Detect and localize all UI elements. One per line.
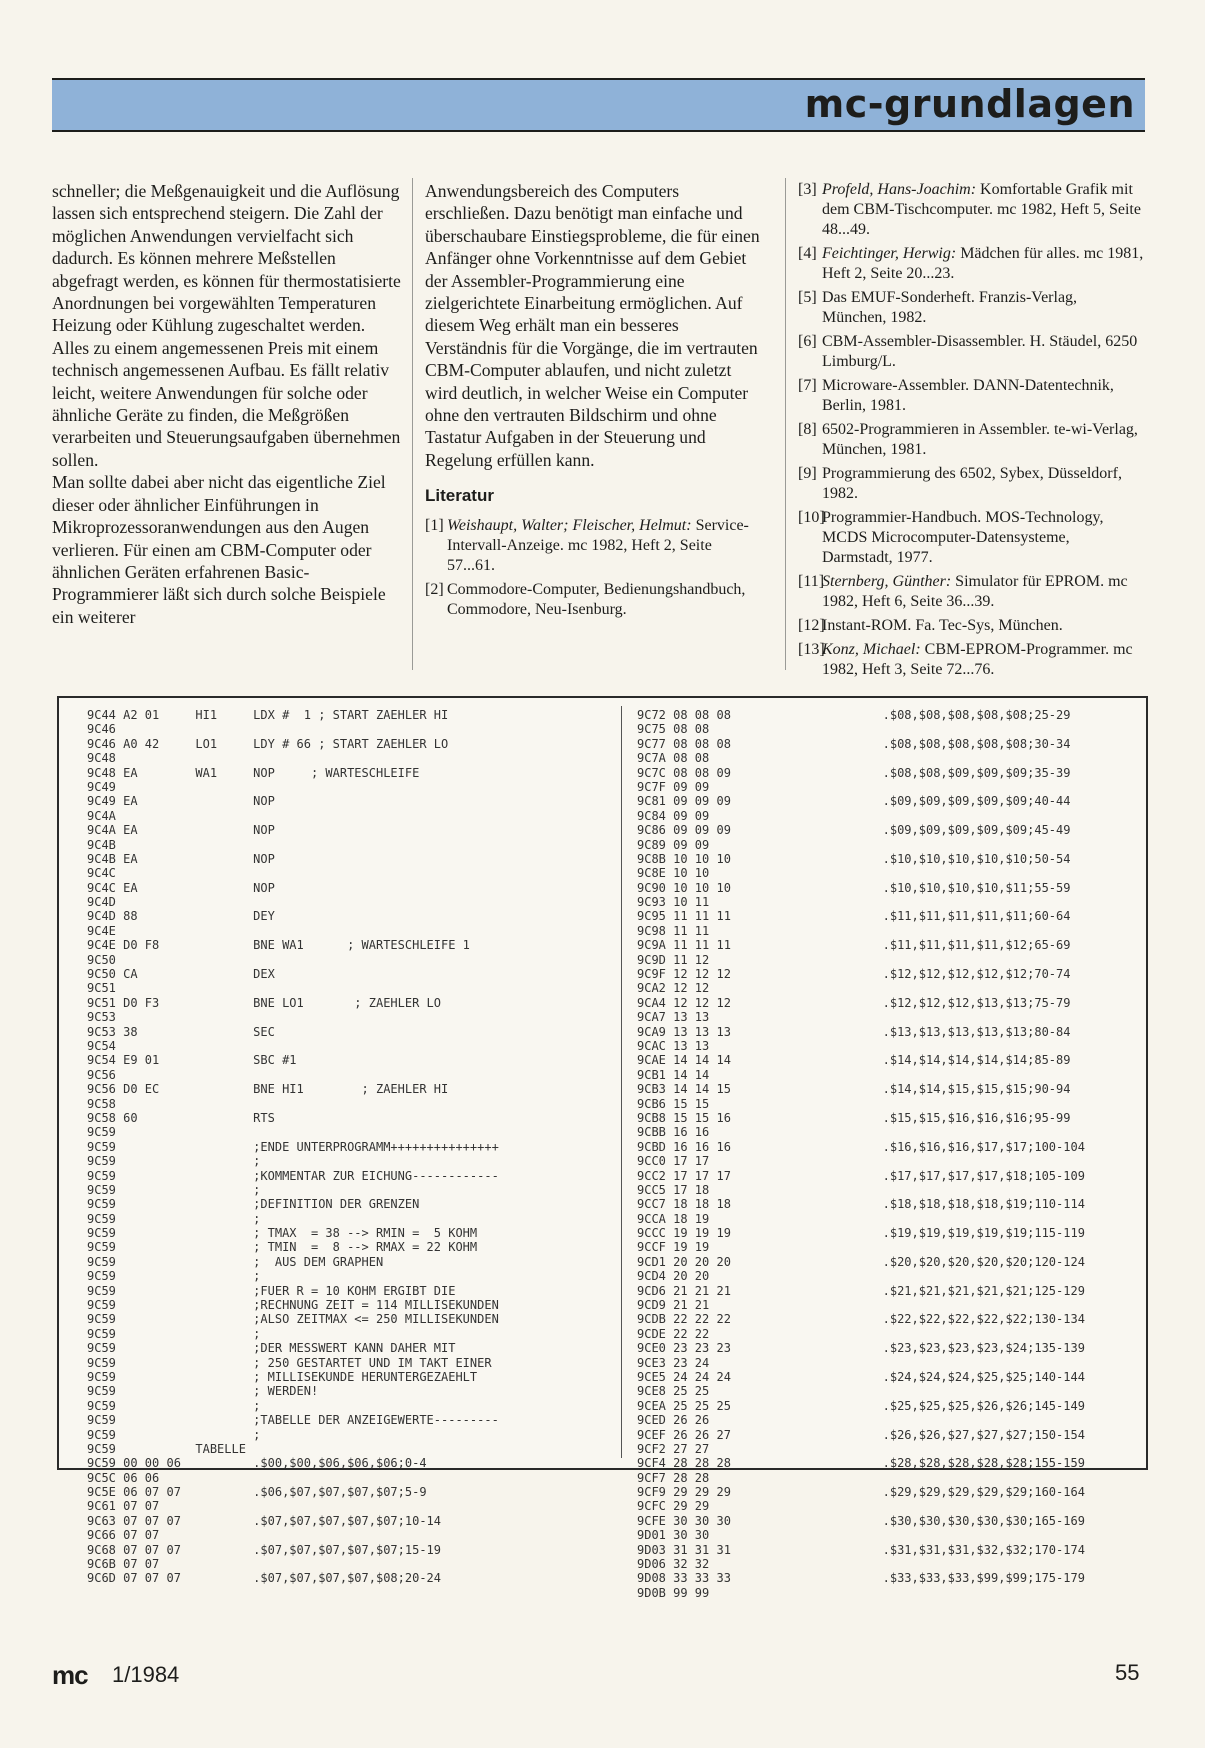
reference-body: Mädchen für alles. mc 1981, Heft 2, Seite 20...23. [822, 245, 1144, 282]
reference-author: Konz, Michael: [822, 641, 921, 658]
code-line: 9C53 [87, 1010, 116, 1025]
code-line: 9C7A 08 08 [637, 751, 710, 766]
code-line: 9C51 D0 F3 BNE LO1 ; ZAEHLER LO [87, 995, 442, 1010]
listing-right-column [637, 708, 1085, 1600]
code-line: 9C6B 07 07 [87, 1557, 160, 1572]
reference-text [822, 420, 1144, 460]
code-line: 9C59 ; TMIN = 8 --> RMAX = 22 KOHM [87, 1240, 478, 1255]
code-line: 9C89 09 09 [637, 837, 710, 852]
code-line: 9CC0 17 17 [637, 1154, 710, 1169]
reference-item [798, 572, 1144, 612]
code-line: 9C59 ; AUS DEM GRAPHEN [87, 1254, 384, 1269]
code-line: 9C77 08 08 08 .$08,$08,$08,$08,$08;30-34 [637, 736, 1071, 751]
code-line: 9CB8 15 15 16 .$15,$15,$16,$16,$16;95-99 [637, 1110, 1071, 1125]
reference-number: [9] [798, 465, 817, 482]
reference-item [798, 420, 1144, 460]
code-line: 9CE8 25 25 [637, 1384, 710, 1399]
code-line: 9CE5 24 24 24 .$24,$24,$24,$25,$25;140-144 [637, 1369, 1085, 1384]
code-line: 9C59 ; [87, 1269, 261, 1284]
code-line: 9C58 60 RTS [87, 1110, 275, 1125]
reference-text [822, 572, 1144, 612]
reference-number: [7] [798, 377, 817, 394]
code-line: 9C58 [87, 1096, 116, 1111]
code-line: 9CBD 16 16 16 .$16,$16,$16,$17,$17;100-104 [637, 1139, 1085, 1154]
code-line: 9C59 ;RECHNUNG ZEIT = 114 MILLISEKUNDEN [87, 1298, 499, 1313]
magazine-logo: mc [52, 1660, 88, 1690]
code-line: 9CF2 27 27 [637, 1441, 710, 1456]
code-line: 9C59 ; [87, 1427, 261, 1442]
code-line: 9CCC 19 19 19 .$19,$19,$19,$19,$19;115-119 [637, 1226, 1085, 1241]
code-line: 9C50 [87, 952, 116, 967]
code-line: 9D06 32 32 [637, 1557, 710, 1572]
code-line: 9D03 31 31 31 .$31,$31,$31,$32,$32;170-174 [637, 1542, 1085, 1557]
reference-body: 6502-Programmieren in Assembler. te-wi-Verlag, München, 1981. [822, 421, 1138, 458]
code-line: 9C4A [87, 808, 116, 823]
reference-item [798, 640, 1144, 680]
code-line: 9D0B 99 99 [637, 1585, 710, 1600]
reference-body: Microware-Assembler. DANN-Datentechnik, Berlin, 1981. [822, 377, 1114, 414]
reference-list [425, 516, 760, 620]
code-line: 9C59 ; 250 GESTARTET UND IM TAKT EINER [87, 1355, 492, 1370]
code-line: 9CDE 22 22 [637, 1326, 710, 1341]
code-line: 9C61 07 07 [87, 1499, 160, 1514]
code-line: 9CB6 15 15 [637, 1096, 710, 1111]
code-line: 9C75 08 08 [637, 722, 710, 737]
code-line: 9CC2 17 17 17 .$17,$17,$17,$17,$18;105-109 [637, 1168, 1085, 1183]
code-line: 9C59 TABELLE [87, 1441, 246, 1456]
code-line: 9C72 08 08 08 .$08,$08,$08,$08,$08;25-29 [637, 708, 1071, 722]
code-line: 9C95 11 11 11 .$11,$11,$11,$11,$11;60-64 [637, 909, 1071, 924]
code-line: 9C4D 88 DEY [87, 909, 275, 924]
code-line: 9C46 [87, 722, 116, 737]
code-line: 9C7F 09 09 [637, 779, 710, 794]
code-line: 9C9D 11 12 [637, 952, 710, 967]
code-line: 9C4D [87, 895, 116, 910]
code-line: 9C98 11 11 [637, 923, 710, 938]
code-line: 9CD1 20 20 20 .$20,$20,$20,$20,$20;120-124 [637, 1254, 1085, 1269]
reference-text [822, 244, 1144, 284]
listing-left-column [87, 708, 499, 1586]
code-line: 9CA2 12 12 [637, 981, 710, 996]
code-line: 9C59 00 00 06 .$00,$00,$06,$06,$06;0-4 [87, 1456, 427, 1471]
code-line: 9C46 A0 42 LO1 LDY # 66 ; START ZAEHLER LO [87, 736, 449, 751]
code-line: 9C59 ; TMAX = 38 --> RMIN = 5 KOHM [87, 1226, 478, 1241]
code-line: 9C54 E9 01 SBC #1 [87, 1053, 297, 1068]
reference-item [798, 376, 1144, 416]
code-line: 9C59 ; WERDEN! [87, 1384, 319, 1399]
code-line: 9CE3 23 24 [637, 1355, 710, 1370]
reference-number: [2] [425, 580, 444, 598]
reference-number: [10] [798, 509, 825, 526]
reference-body: Service-Intervall-Anzeige. mc 1982, Heft 2, Seite 57...61. [447, 516, 749, 574]
code-line: 9D01 30 30 [637, 1528, 710, 1543]
reference-item [798, 332, 1144, 372]
body-paragraph: schneller; die Meßgenauigkeit und die Auflösung lassen sich entsprechend steigern. Die Zahl der möglichen Anwendungen vervielfacht sich dadurch. Es können mehrere Meßstellen abgefragt werden, es können für thermostatisierte Anordnungen bei vorgewählten Temperaturen Heizung oder Kühlung zugeschaltet werden. Alles zu einem angemessenen Preis mit einem technisch angemessenen Aufbau. Es fällt relativ leicht, weitere Anwendungen für solche oder ähnliche Geräte zu finden, die Meßgrößen verarbeiten und Steuerungsaufgaben übernehmen sollen. [52, 181, 401, 470]
code-line: 9CEF 26 26 27 .$26,$26,$27,$27,$27;150-154 [637, 1427, 1085, 1442]
reference-body: Programmier-Handbuch. MOS-Technology, MCDS Microcomputer-Datensysteme, Darmstadt, 1977. [822, 509, 1104, 566]
reference-number: [8] [798, 421, 817, 438]
reference-number: [11] [798, 573, 825, 590]
code-line: 9CBB 16 16 [637, 1125, 710, 1140]
reference-body: Commodore-Computer, Bedienungshandbuch, Commodore, Neu-Isenburg. [447, 580, 746, 618]
code-line: 9CE0 23 23 23 .$23,$23,$23,$23,$24;135-139 [637, 1341, 1085, 1356]
reference-number: [6] [798, 333, 817, 350]
reference-number: [13] [798, 641, 825, 658]
code-line: 9CF7 28 28 [637, 1470, 710, 1485]
code-line: 9C4B EA NOP [87, 851, 275, 866]
code-line: 9C59 ;ENDE UNTERPROGRAMM+++++++++++++++ [87, 1139, 499, 1154]
code-line: 9C51 [87, 981, 116, 996]
reference-number: [4] [798, 245, 817, 262]
reference-item [798, 288, 1144, 328]
code-line: 9C93 10 11 [637, 895, 710, 910]
code-line: 9CCF 19 19 [637, 1240, 710, 1255]
body-paragraph: Anwendungsbereich des Computers erschließen. Dazu benötigt man einfache und überschaubare Einstiegsprobleme, die für einen Anfänger ohne Vorkenntnisse auf dem Gebiet der Assembler-Programmierung eine zielgerichtete Einarbeitung ermöglichen. Auf diesem Weg erhält man ein besseres Verständnis für die Vorgänge, die im vertrauten CBM-Computer ablaufen, und nicht zuletzt wird deutlich, in welcher Weise ein Computer ohne den vertrauten Bildschirm und ohne Tastatur Aufgaben in der Steuerung und Regelung erfüllen kann. [425, 181, 760, 470]
code-line: 9C59 [87, 1125, 116, 1140]
code-line: 9CCA 18 19 [637, 1211, 710, 1226]
code-line: 9CC5 17 18 [637, 1182, 710, 1197]
code-line: 9C59 ;KOMMENTAR ZUR EICHUNG------------ [87, 1168, 499, 1183]
reference-number: [5] [798, 289, 817, 306]
code-line: 9C9A 11 11 11 .$11,$11,$11,$11,$12;65-69 [637, 938, 1071, 953]
reference-item [798, 616, 1144, 636]
reference-text [822, 376, 1144, 416]
column-rule [785, 178, 786, 670]
reference-item [798, 508, 1144, 568]
code-line: 9C4C [87, 866, 116, 881]
column-rule [412, 178, 413, 670]
code-line: 9D08 33 33 33 .$33,$33,$33,$99,$99;175-179 [637, 1571, 1085, 1586]
reference-item [425, 580, 760, 620]
code-line: 9CD4 20 20 [637, 1269, 710, 1284]
code-line: 9C9F 12 12 12 .$12,$12,$12,$12,$12;70-74 [637, 967, 1071, 982]
text-column-3 [798, 180, 1144, 684]
code-line: 9CFC 29 29 [637, 1499, 710, 1514]
code-line: 9C59 ;DER MESSWERT KANN DAHER MIT [87, 1341, 456, 1356]
page-number: 55 [1115, 1660, 1140, 1685]
reference-body: Simulator für EPROM. mc 1982, Heft 6, Seite 36...39. [822, 573, 1128, 610]
code-line: 9CF4 28 28 28 .$28,$28,$28,$28,$28;155-159 [637, 1456, 1085, 1471]
code-line: 9CC7 18 18 18 .$18,$18,$18,$18,$19;110-114 [637, 1197, 1085, 1212]
code-line: 9C59 ;ALSO ZEITMAX <= 250 MILLISEKUNDEN [87, 1312, 499, 1327]
code-line: 9CFE 30 30 30 .$30,$30,$30,$30,$30;165-169 [637, 1513, 1085, 1528]
reference-text [822, 180, 1144, 240]
code-line: 9CED 26 26 [637, 1413, 710, 1428]
text-column-1 [52, 180, 404, 628]
reference-body: Das EMUF-Sonderheft. Franzis-Verlag, München, 1982. [822, 289, 1078, 326]
code-line: 9C49 EA NOP [87, 794, 275, 809]
code-line: 9C81 09 09 09 .$09,$09,$09,$09,$09;40-44 [637, 794, 1071, 809]
code-line: 9C56 D0 EC BNE HI1 ; ZAEHLER HI [87, 1082, 449, 1097]
issue-number: 1/1984 [112, 1662, 180, 1687]
section-banner [52, 78, 1145, 132]
code-line: 9CA9 13 13 13 .$13,$13,$13,$13,$13;80-84 [637, 1024, 1071, 1039]
code-line: 9C4E D0 F8 BNE WA1 ; WARTESCHLEIFE 1 [87, 938, 470, 953]
reference-text [822, 464, 1144, 504]
reference-number: [3] [798, 181, 817, 198]
reference-author: Feichtinger, Herwig: [822, 245, 957, 262]
code-line: 9CDB 22 22 22 .$22,$22,$22,$22,$22;130-134 [637, 1312, 1085, 1327]
code-line: 9C56 [87, 1067, 116, 1082]
reference-item [798, 180, 1144, 240]
reference-body: CBM-Assembler-Disassembler. H. Stäudel, 6250 Limburg/L. [822, 333, 1138, 370]
code-line: 9C59 ; [87, 1211, 261, 1226]
rubric-title: mc-grundlagen [804, 82, 1135, 126]
reference-author: Profeld, Hans-Joachim: [822, 181, 977, 198]
code-line: 9CAE 14 14 14 .$14,$14,$14,$14,$14;85-89 [637, 1053, 1071, 1068]
reference-text [822, 288, 1144, 328]
code-line: 9CF9 29 29 29 .$29,$29,$29,$29,$29;160-164 [637, 1485, 1085, 1500]
assembler-listing [57, 696, 1148, 1600]
code-line: 9C4A EA NOP [87, 823, 275, 838]
reference-body: CBM-EPROM-Programmer. mc 1982, Heft 3, Seite 72...76. [822, 641, 1133, 678]
reference-text [822, 332, 1144, 372]
reference-author: Sternberg, Günther: [822, 573, 952, 590]
code-line: 9CEA 25 25 25 .$25,$25,$25,$26,$26;145-149 [637, 1398, 1085, 1413]
code-line: 9C48 [87, 751, 116, 766]
code-line: 9CB1 14 14 [637, 1067, 710, 1082]
code-line: 9C66 07 07 [87, 1528, 160, 1543]
code-line: 9C4C EA NOP [87, 880, 275, 895]
code-line: 9C63 07 07 07 .$07,$07,$07,$07,$07;10-14 [87, 1513, 442, 1528]
reference-text [822, 640, 1144, 680]
reference-text [447, 516, 760, 576]
code-line: 9C48 EA WA1 NOP ; WARTESCHLEIFE [87, 765, 420, 780]
code-line: 9C59 ; [87, 1398, 261, 1413]
code-line: 9C86 09 09 09 .$09,$09,$09,$09,$09;45-49 [637, 823, 1071, 838]
code-line: 9C5E 06 07 07 .$06,$07,$07,$07,$07;5-9 [87, 1485, 427, 1500]
code-line: 9C8B 10 10 10 .$10,$10,$10,$10,$10;50-54 [637, 851, 1071, 866]
code-line: 9C59 ;FUER R = 10 KOHM ERGIBT DIE [87, 1283, 456, 1298]
body-paragraph: Man sollte dabei aber nicht das eigentliche Ziel dieser oder ähnlicher Einführungen in Mikroprozessoranwendungen aus den Augen verlieren. Für einen am CBM-Computer oder ähnlichen Geräten erfahrenen Basic-Programmierer läßt sich durch solche Beispiele ein weiterer [52, 472, 386, 627]
code-line: 9C6D 07 07 07 .$07,$07,$07,$07,$08;20-24 [87, 1571, 442, 1586]
listing-divider [621, 706, 622, 1458]
code-line: 9C7C 08 08 09 .$08,$08,$09,$09,$09;35-39 [637, 765, 1071, 780]
reference-number: [12] [798, 617, 825, 634]
reference-body: Instant-ROM. Fa. Tec-Sys, München. [822, 617, 1063, 634]
code-line: 9C8E 10 10 [637, 866, 710, 881]
code-line: 9C59 ;DEFINITION DER GRENZEN [87, 1197, 420, 1212]
text-column-2 [425, 180, 760, 624]
code-line: 9C59 ; [87, 1182, 261, 1197]
reference-body: Komfortable Grafik mit dem CBM-Tischcomputer. mc 1982, Heft 5, Seite 48...49. [822, 181, 1141, 238]
code-line: 9C44 A2 01 HI1 LDX # 1 ; START ZAEHLER HI [87, 708, 449, 722]
code-line: 9C49 [87, 779, 116, 794]
code-line: 9C59 ; MILLISEKUNDE HERUNTERGEZAEHLT [87, 1369, 478, 1384]
reference-text [822, 508, 1144, 568]
code-line: 9C59 ;TABELLE DER ANZEIGEWERTE--------- [87, 1413, 499, 1428]
reference-text [447, 580, 760, 620]
code-line: 9C4E [87, 923, 116, 938]
code-line: 9C68 07 07 07 .$07,$07,$07,$07,$07;15-19 [87, 1542, 442, 1557]
code-line: 9C54 [87, 1038, 116, 1053]
reference-item [425, 516, 760, 576]
reference-list [798, 180, 1144, 680]
reference-item [798, 464, 1144, 504]
literature-heading: Literatur [425, 486, 494, 506]
code-line: 9CA4 12 12 12 .$12,$12,$12,$13,$13;75-79 [637, 995, 1071, 1010]
reference-body: Programmierung des 6502, Sybex, Düsseldorf, 1982. [822, 465, 1122, 502]
code-line: 9CB3 14 14 15 .$14,$14,$15,$15,$15;90-94 [637, 1082, 1071, 1097]
code-line: 9CD6 21 21 21 .$21,$21,$21,$21,$21;125-129 [637, 1283, 1085, 1298]
code-line: 9C53 38 SEC [87, 1024, 275, 1039]
code-line: 9C4B [87, 837, 116, 852]
code-line: 9C50 CA DEX [87, 967, 275, 982]
reference-item [798, 244, 1144, 284]
code-line: 9C90 10 10 10 .$10,$10,$10,$10,$11;55-59 [637, 880, 1071, 895]
code-line: 9C59 ; [87, 1326, 261, 1341]
reference-author: Weishaupt, Walter; Fleischer, Helmut: [447, 516, 692, 534]
code-line: 9C84 09 09 [637, 808, 710, 823]
code-line: 9CAC 13 13 [637, 1038, 710, 1053]
reference-text [822, 616, 1144, 636]
code-line: 9CD9 21 21 [637, 1298, 710, 1313]
reference-number: [1] [425, 516, 444, 534]
code-line: 9CA7 13 13 [637, 1010, 710, 1025]
code-line: 9C59 ; [87, 1154, 261, 1169]
code-line: 9C5C 06 06 [87, 1470, 160, 1485]
